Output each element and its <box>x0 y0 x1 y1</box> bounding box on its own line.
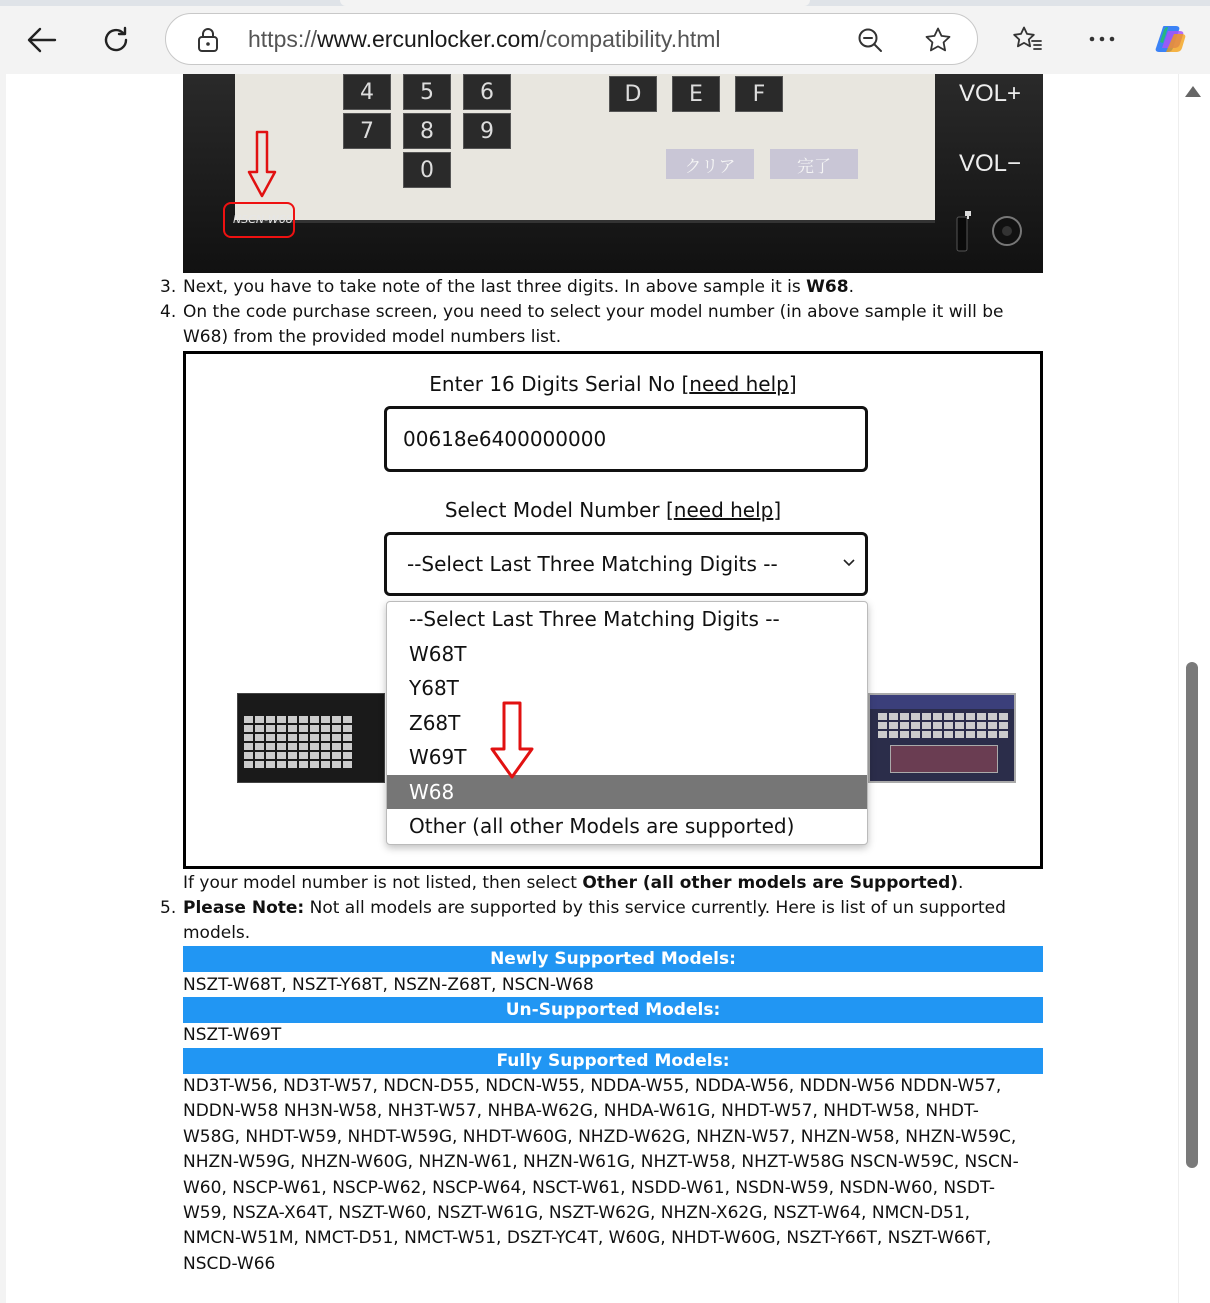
browser-toolbar <box>0 0 1210 78</box>
head-unit-photo <box>183 74 1043 273</box>
url-text: https://www.ercunlocker.com/compatibility.html <box>248 26 721 52</box>
purchase-form-screenshot <box>183 351 1043 869</box>
model-dropdown-list <box>386 601 868 845</box>
model-list-line: NDDN-W58 NH3N-W58, NH3T-W57, NHBA-W62G, NHDA-W61G, NHDT-W57, NHDT-W58, NHDT- <box>183 1101 979 1122</box>
dropdown-option[interactable]: Other (all other Models are supported) <box>409 814 795 839</box>
step-5-bold: Please Note: <box>183 898 305 918</box>
vol-down-label: VOL− <box>959 150 1022 177</box>
select-current-value: --Select Last Three Matching Digits -- <box>407 552 778 576</box>
model-list-line: NSCD-W66 <box>183 1253 276 1274</box>
model-label <box>183 498 1043 522</box>
step-3-number: 3. <box>160 277 177 297</box>
sd-slot-icon <box>953 209 1033 259</box>
back-arrow-icon <box>27 27 57 53</box>
bracket: [ <box>681 372 690 396</box>
newly-supported-header: Newly Supported Models: <box>183 946 1043 972</box>
note-post: . <box>958 873 964 893</box>
password-screen-thumbnail <box>237 693 385 783</box>
unsupported-header: Un-Supported Models: <box>183 997 1043 1023</box>
password-entry-thumbnail <box>868 693 1016 783</box>
step-3-post: . <box>848 277 854 297</box>
keypad-key: 0 <box>403 152 451 188</box>
vertical-scrollbar[interactable] <box>1178 74 1204 1303</box>
model-label-text: Select Model Number <box>444 498 666 522</box>
reload-icon <box>101 25 131 55</box>
annotation-red-box <box>223 202 295 238</box>
model-list-line: NMCN-W51M, NMCT-D51, NMCT-W51, DSZT-YC4T, W60G, NHDT-W60G, NSZT-Y66T, NSZT-W66T, <box>183 1228 992 1249</box>
chevron-down-icon <box>843 557 855 567</box>
favorite-star-icon[interactable] <box>924 26 952 54</box>
keypad-key: 8 <box>403 113 451 149</box>
model-list-line: W58G, NHDT-W59, NHDT-W59G, NHDT-W60G, NHZD-W62G, NHZN-W57, NHZN-W58, NHZN-W59C, <box>183 1126 1017 1147</box>
keypad-key: 7 <box>343 113 391 149</box>
copilot-icon[interactable] <box>1154 22 1188 56</box>
reload-button[interactable] <box>96 20 136 60</box>
dropdown-option[interactable]: W69T <box>409 745 467 770</box>
keypad-key: F <box>735 76 783 112</box>
zoom-out-icon[interactable] <box>856 26 884 54</box>
serial-input[interactable]: 00618e6400000000 <box>384 406 868 472</box>
tab-strip <box>0 0 1210 6</box>
back-button[interactable] <box>22 20 62 60</box>
lock-icon[interactable] <box>194 26 222 54</box>
model-need-help-link[interactable]: need help <box>673 498 774 522</box>
active-tab[interactable] <box>340 0 810 6</box>
keypad-key: 4 <box>343 74 391 110</box>
step-5-number: 5. <box>160 898 177 918</box>
dropdown-option-highlighted[interactable]: W68 <box>387 775 867 810</box>
after-form-note <box>183 871 1043 896</box>
fully-supported-list <box>183 1074 1043 1277</box>
step-3-text <box>183 275 1043 300</box>
page-left-edge <box>0 74 6 1303</box>
serial-label <box>183 372 1043 396</box>
favorites-icon[interactable] <box>1010 22 1044 56</box>
model-list-line: W60, NSCP-W61, NSCP-W62, NSCP-W64, NSCT-W61, NSDD-W61, NSDN-W59, NSDN-W60, NSDT- <box>183 1177 995 1198</box>
step-3-bold: W68 <box>806 277 849 297</box>
dropdown-option[interactable]: Y68T <box>409 676 459 701</box>
bracket: ] <box>788 372 797 396</box>
scroll-up-arrow-icon[interactable] <box>1185 86 1201 97</box>
model-number-tag: NSCN-W68 <box>233 213 293 226</box>
keypad-key: D <box>609 76 657 112</box>
step-4-number: 4. <box>160 302 177 322</box>
red-down-arrow-icon <box>247 130 277 200</box>
unsupported-list: NSZT-W69T <box>183 1025 282 1045</box>
done-key: 完了 <box>770 149 858 179</box>
vol-up-label: VOL+ <box>959 80 1022 107</box>
keypad-key: 6 <box>463 74 511 110</box>
scroll-thumb[interactable] <box>1186 662 1198 1168</box>
serial-need-help-link[interactable]: need help <box>689 372 789 396</box>
serial-label-text: Enter 16 Digits Serial No <box>429 372 682 396</box>
step-4-text: On the code purchase screen, you need to select your model number (in above sample it will be W68) from the provided model numbers list. <box>183 302 1004 347</box>
dropdown-option[interactable]: Z68T <box>409 710 461 735</box>
step-3-pre: Next, you have to take note of the last three digits. In above sample it is <box>183 277 807 297</box>
model-list-line: W59, NSZA-X64T, NSZT-W60, NSZT-W61G, NSZT-W62G, NHZN-X62G, NSZT-W64, NMCN-D51, <box>183 1203 971 1224</box>
step-5-body: Not all models are supported by this service currently. Here is list of un supported models. <box>183 898 1006 943</box>
note-bold: Other (all other models are Supported) <box>582 873 959 893</box>
dropdown-option[interactable]: W68T <box>409 641 467 666</box>
model-list-line: NHZN-W59G, NHZN-W60G, NHZN-W61, NHZN-W61G, NHZT-W58, NHZT-W58G NSCN-W59C, NSCN- <box>183 1152 1019 1173</box>
clear-key: クリア <box>666 149 754 179</box>
red-down-arrow-icon <box>488 701 536 781</box>
bracket: ] <box>773 498 782 522</box>
dropdown-option[interactable]: --Select Last Three Matching Digits -- <box>409 607 780 632</box>
address-bar[interactable] <box>165 13 978 65</box>
keypad-key: 9 <box>463 113 511 149</box>
keypad-key: 5 <box>403 74 451 110</box>
step-5-text <box>183 896 1023 946</box>
head-unit-screen <box>235 74 935 223</box>
keypad-key: E <box>672 76 720 112</box>
page-viewport <box>0 74 1210 1303</box>
newly-supported-list: NSZT-W68T, NSZT-Y68T, NSZN-Z68T, NSCN-W68 <box>183 975 594 995</box>
bracket: [ <box>665 498 674 522</box>
model-list-line: ND3T-W56, ND3T-W57, NDCN-D55, NDCN-W55, NDDA-W55, NDDA-W56, NDDN-W56 NDDN-W57, <box>183 1076 1002 1096</box>
model-select[interactable] <box>384 532 868 596</box>
fully-supported-header: Fully Supported Models: <box>183 1048 1043 1074</box>
note-pre: If your model number is not listed, then select <box>183 873 583 893</box>
more-options-icon[interactable] <box>1085 22 1119 56</box>
